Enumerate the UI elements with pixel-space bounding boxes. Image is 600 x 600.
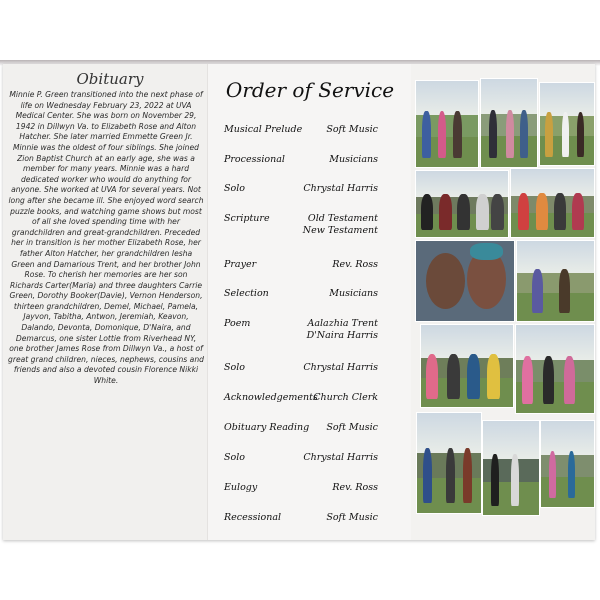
service-item-value: Musicians: [329, 288, 378, 299]
family-photo: [515, 324, 595, 414]
service-item-label: Acknowledgements: [224, 392, 318, 403]
service-item-label: Recessional: [224, 512, 282, 523]
family-photo: [480, 78, 538, 168]
service-item-label: Obituary Reading: [224, 422, 310, 433]
family-photo: [510, 168, 595, 238]
service-item-label: Processional: [224, 154, 285, 165]
service-item-label: Poem: [224, 318, 251, 329]
service-item-value: Chrystal Harris: [303, 452, 378, 463]
service-item-label: Scripture: [224, 213, 270, 224]
service-item-value: Soft Music: [326, 422, 378, 433]
family-photo: [415, 170, 509, 238]
family-photo: [539, 82, 595, 166]
service-item: [224, 213, 378, 239]
family-photo: [540, 420, 595, 508]
family-photo: [482, 420, 540, 516]
obituary-text: Minnie P. Green transitioned into the next phase of life on Wednesday February 23, 2022 at UVA Medical Center. She was born on November 29, 1942 in Dillwyn Va. to Elizabeth Rose and Alton Hatcher. She later married Emmette Green Jr. Minnie was the oldest of four siblings. She joined Zion Baptist Church at an early age, she was a member for many years. Minnie was a hard dedicated worker who would do anything for anyone. She worked at UVA for several years. Not long after she became ill. She enjoyed word search puzzle books, and watching game shows but most of all she loved spending time with her grandchildren and great-grandchildren. Preceded her in transition is her mother Elizabeth Rose, her father Alton Hatcher, her grandchildren Iesha Green and Damarious Trent, and her brother John Rose. To cherish her memories are her son Richards Carter(Maria) and three daughters Carrie Green, Dorothy Booker(Davie), Vernon Henderson, thirteen grandchildren, Demel, Michael, Pamela, Jayvon, Tabitha, Antwon, Jeremiah, Keavon, Dalando, Devonta, Domonique, D'Naira, and Demarcus, one sister Lottie from Riverhead NY, one brother James Rose from Dillwyn Va., a host of great grand children, nieces, nephews, cousins and friends and also a devoted cousin Florence Nikki White.: [8, 90, 204, 386]
service-item-value: Rev. Ross: [332, 259, 378, 270]
family-photo: [416, 412, 482, 514]
service-item: [224, 318, 378, 344]
service-item-label: Selection: [224, 288, 269, 299]
service-item-label: Solo: [224, 362, 245, 373]
service-item-label: Solo: [224, 183, 245, 194]
obituary-title: Obituary: [76, 70, 144, 88]
service-item-value: Chrystal Harris: [303, 183, 378, 194]
family-photo: [516, 240, 595, 322]
background-top: [0, 0, 600, 62]
service-item-label: Prayer: [224, 259, 257, 270]
family-photo: [415, 240, 515, 322]
order-of-service-panel: [207, 64, 413, 540]
service-item-value: Musicians: [329, 154, 378, 165]
family-photo: [415, 80, 479, 168]
service-item-label: Eulogy: [224, 482, 258, 493]
service-item-value: Church Clerk: [313, 392, 378, 403]
service-item-label: Solo: [224, 452, 245, 463]
service-item-value: Soft Music: [326, 512, 378, 523]
family-photo: [420, 324, 514, 408]
service-item-value: Chrystal Harris: [303, 362, 378, 373]
service-item-value: Aalazhia Trent D'Naira Harris: [306, 318, 378, 341]
service-item-value: Old Testament New Testament: [302, 213, 378, 236]
service-item-label: Musical Prelude: [224, 124, 303, 135]
order-of-service-title: Order of Service: [225, 78, 395, 102]
service-item-value: Soft Music: [326, 124, 378, 135]
service-item-value: Rev. Ross: [332, 482, 378, 493]
